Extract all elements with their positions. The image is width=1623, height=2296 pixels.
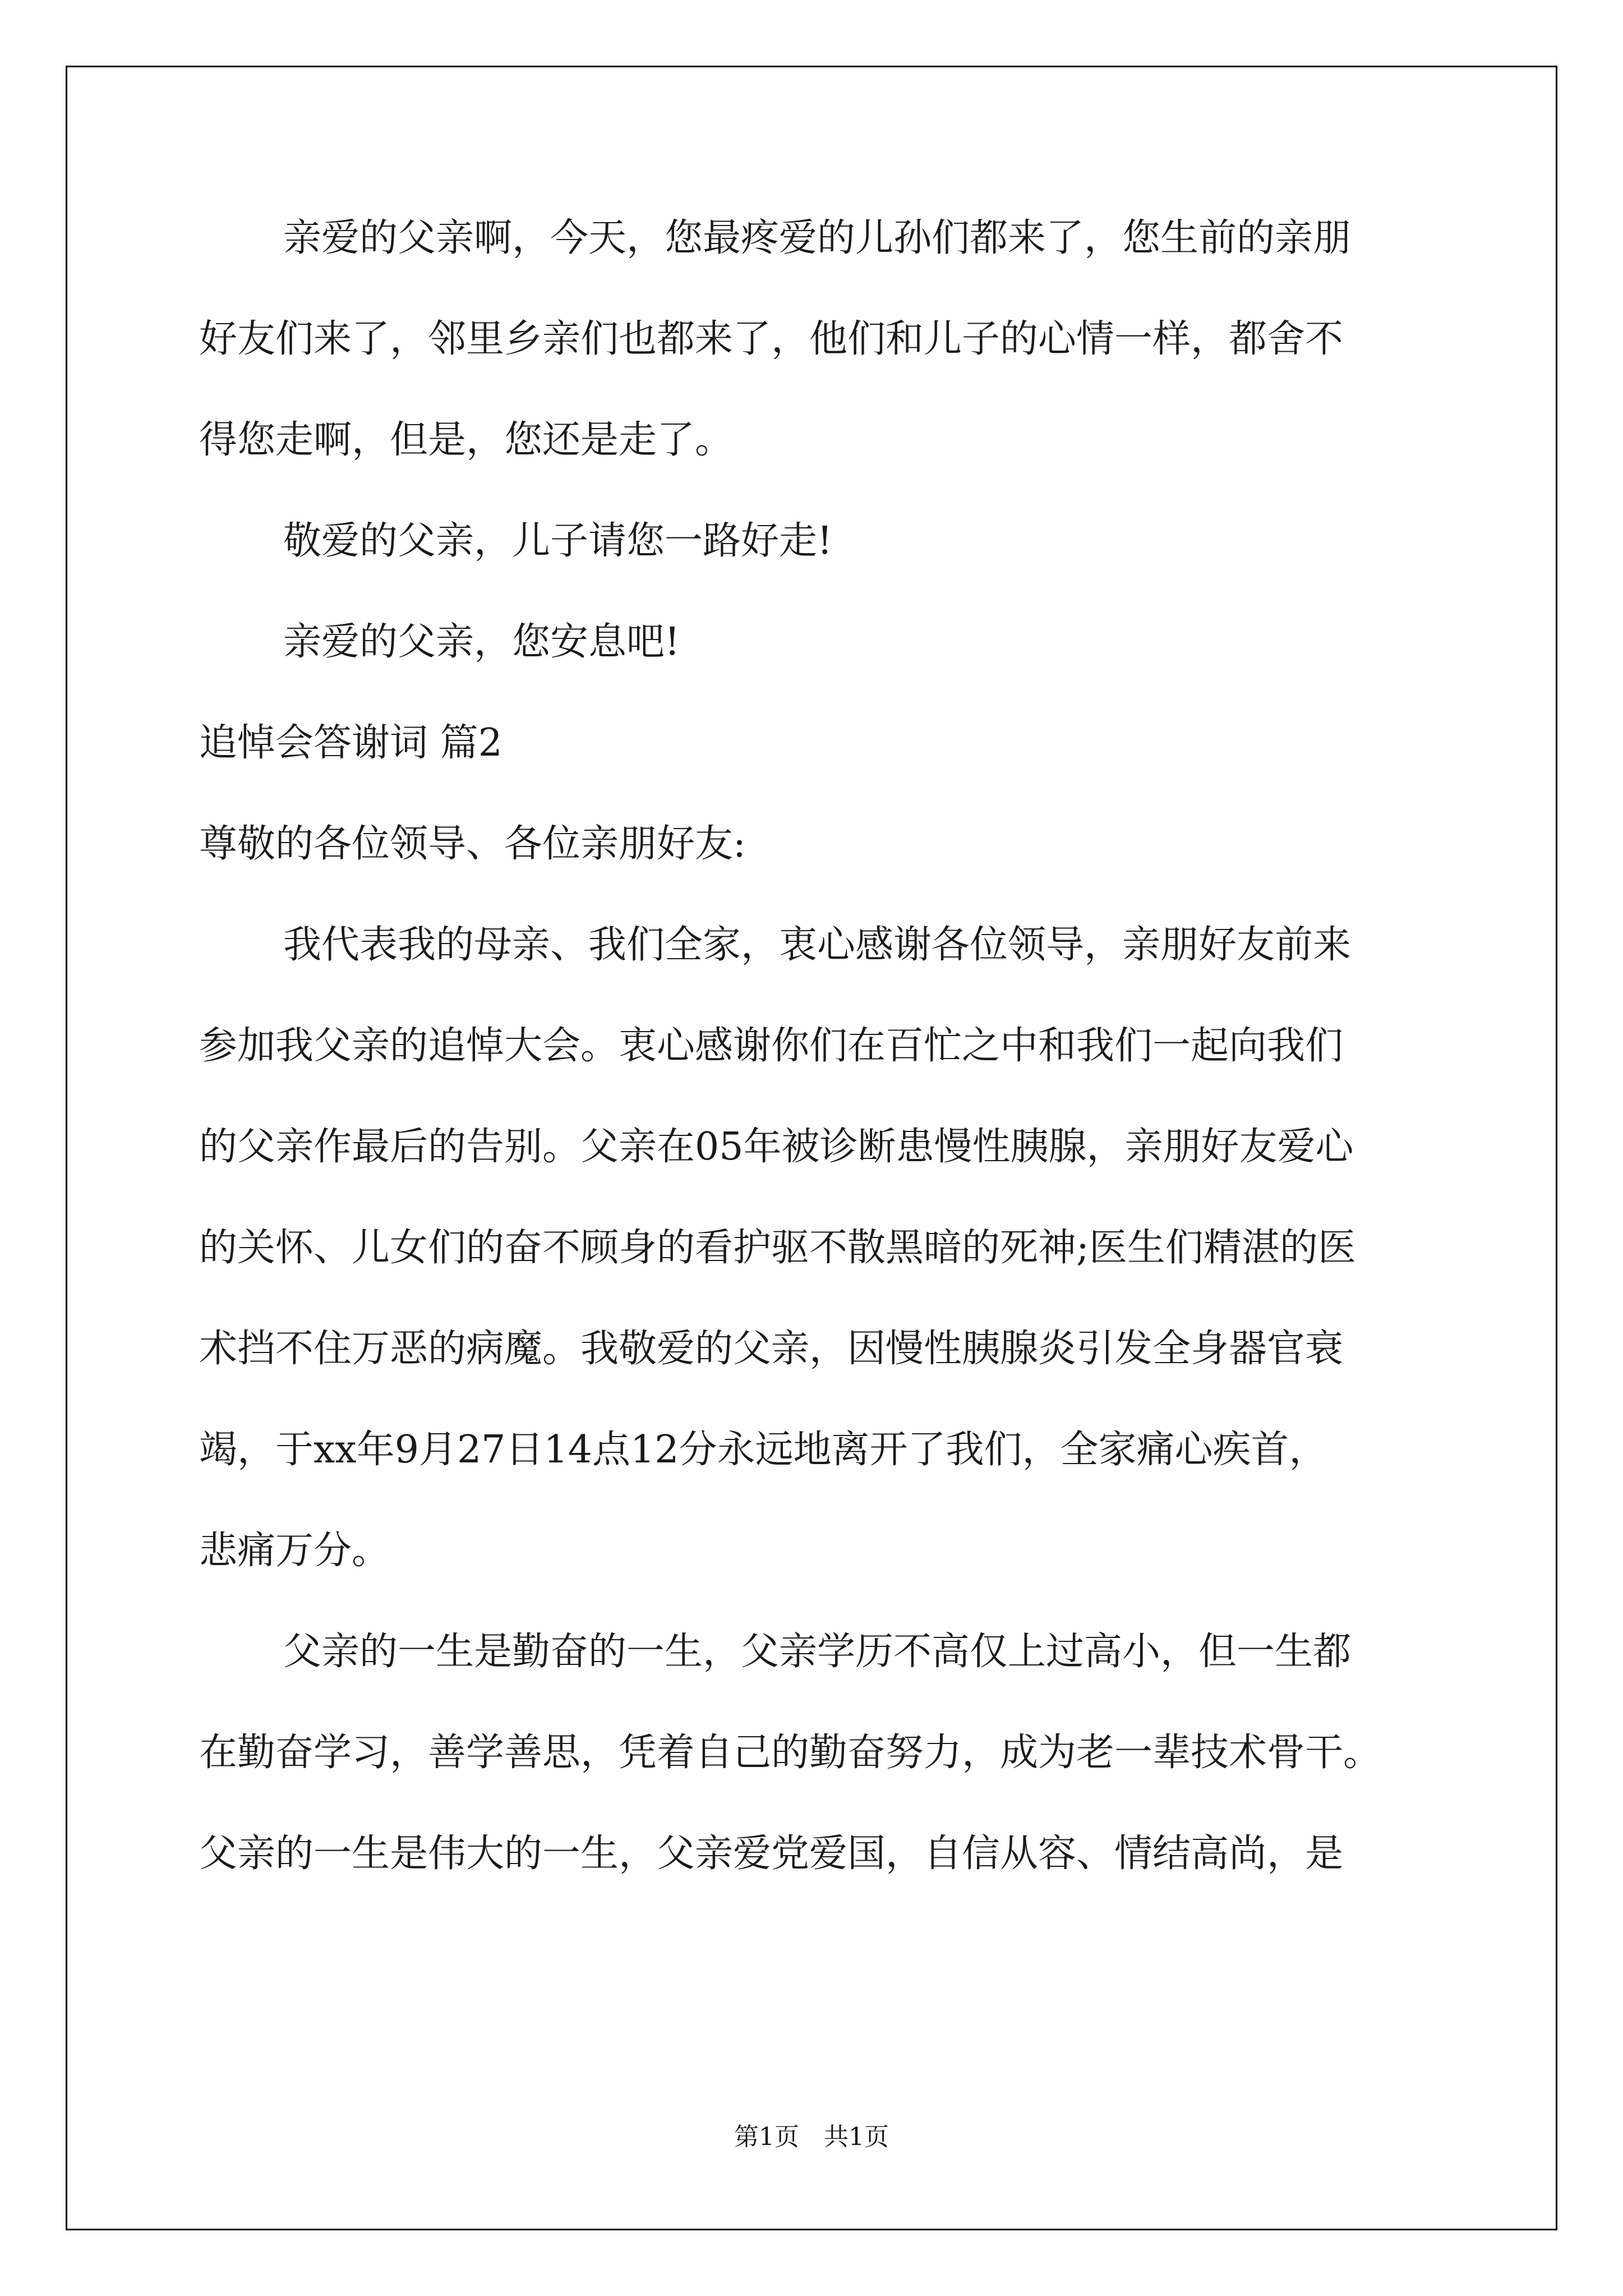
text-line: 的关怀、儿女们的奋不顾身的看护驱不散黑暗的死神;医生们精湛的医 (199, 1226, 1356, 1270)
text-line: 我代表我的母亲、我们全家，衷心感谢各位领导，亲朋好友前来 (283, 923, 1352, 967)
text-line: 亲爱的父亲啊，今天，您最疼爱的儿孙们都来了，您生前的亲朋 (283, 216, 1352, 260)
text-line: 亲爱的父亲，您安息吧! (283, 620, 680, 664)
text-line: 竭，于xx年9月27日14点12分永远地离开了我们，全家痛心疾首， (199, 1428, 1327, 1472)
text-line: 敬爱的父亲，儿子请您一路好走! (283, 519, 833, 563)
text-line: 在勤奋学习，善学善思，凭着自己的勤奋努力，成为老一辈技术骨干。 (199, 1731, 1382, 1775)
text-line: 父亲的一生是勤奋的一生，父亲学历不高仅上过高小，但一生都 (283, 1630, 1352, 1674)
text-line: 术挡不住万恶的病魔。我敬爱的父亲，因慢性胰腺炎引发全身器官衰 (199, 1327, 1344, 1371)
text-line: 父亲的一生是伟大的一生，父亲爱党爱国，自信从容、情结高尚，是 (199, 1832, 1344, 1876)
section-heading: 追悼会答谢词 篇2 (199, 721, 502, 765)
text-line: 悲痛万分。 (199, 1529, 390, 1573)
text-line: 参加我父亲的追悼大会。衷心感谢你们在百忙之中和我们一起向我们 (199, 1024, 1344, 1068)
salutation: 尊敬的各位领导、各位亲朋好友: (199, 822, 746, 866)
text-line: 的父亲作最后的告别。父亲在05年被诊断患慢性胰腺，亲朋好友爱心 (199, 1125, 1354, 1169)
page-footer: 第1页 共1页 (734, 2123, 889, 2151)
text-line: 得您走啊，但是，您还是走了。 (199, 418, 734, 462)
text-line: 好友们来了，邻里乡亲们也都来了，他们和儿子的心情一样，都舍不 (199, 317, 1344, 361)
